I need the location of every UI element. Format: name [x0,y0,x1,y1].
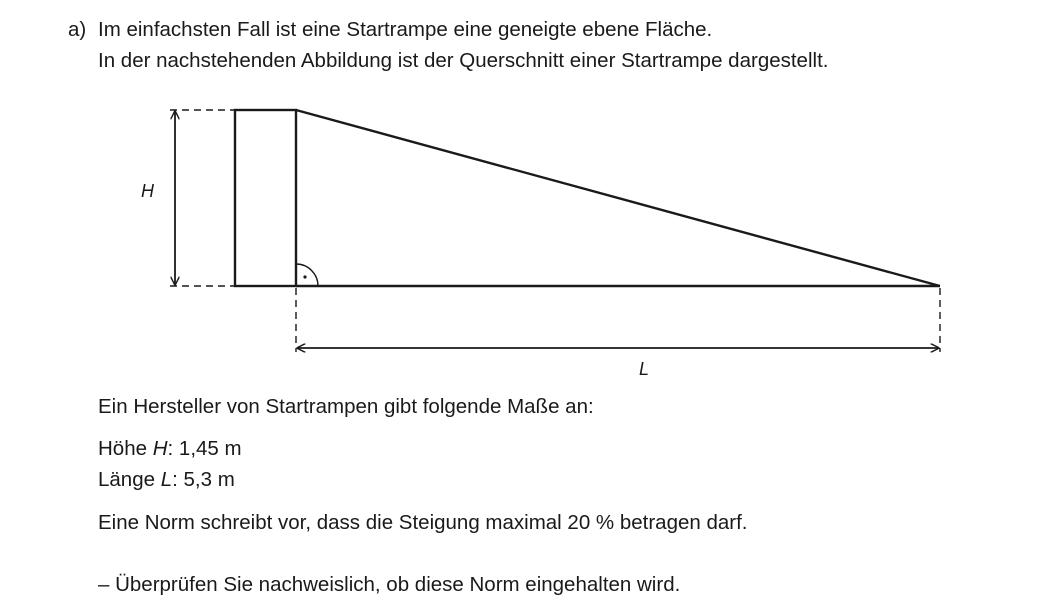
intro-text-line-1: Im einfachsten Fall ist eine Startrampe eine geneigte ebene Fläche. [98,18,713,41]
length-spec-value: : 5,3 m [172,468,235,491]
height-spec [98,437,242,461]
ramp-support-block [235,110,296,286]
right-angle-marker [296,264,318,286]
ramp-surface [296,110,940,286]
height-label: H [141,181,154,201]
length-spec-variable: L [160,468,173,491]
intro-text-line-2: In der nachstehenden Abbildung ist der Querschnitt einer Startrampe dargestellt. [98,49,829,72]
length-spec [98,468,235,492]
manufacturer-specs-intro: Ein Hersteller von Startrampen gibt folgende Maße an: [98,395,594,418]
height-spec-prefix: Höhe [98,437,153,460]
norm-statement: Eine Norm schreibt vor, dass die Steigung maximal 20 % betragen darf. [98,511,748,534]
length-spec-prefix: Länge [98,468,161,491]
height-spec-value: : 1,45 m [167,437,242,460]
task-question: – Überprüfen Sie nachweislich, ob diese Norm eingehalten wird. [98,573,681,596]
length-label: L [639,359,650,379]
task-label: a) [68,18,87,41]
height-spec-variable: H [152,437,168,460]
right-angle-dot [303,275,306,278]
